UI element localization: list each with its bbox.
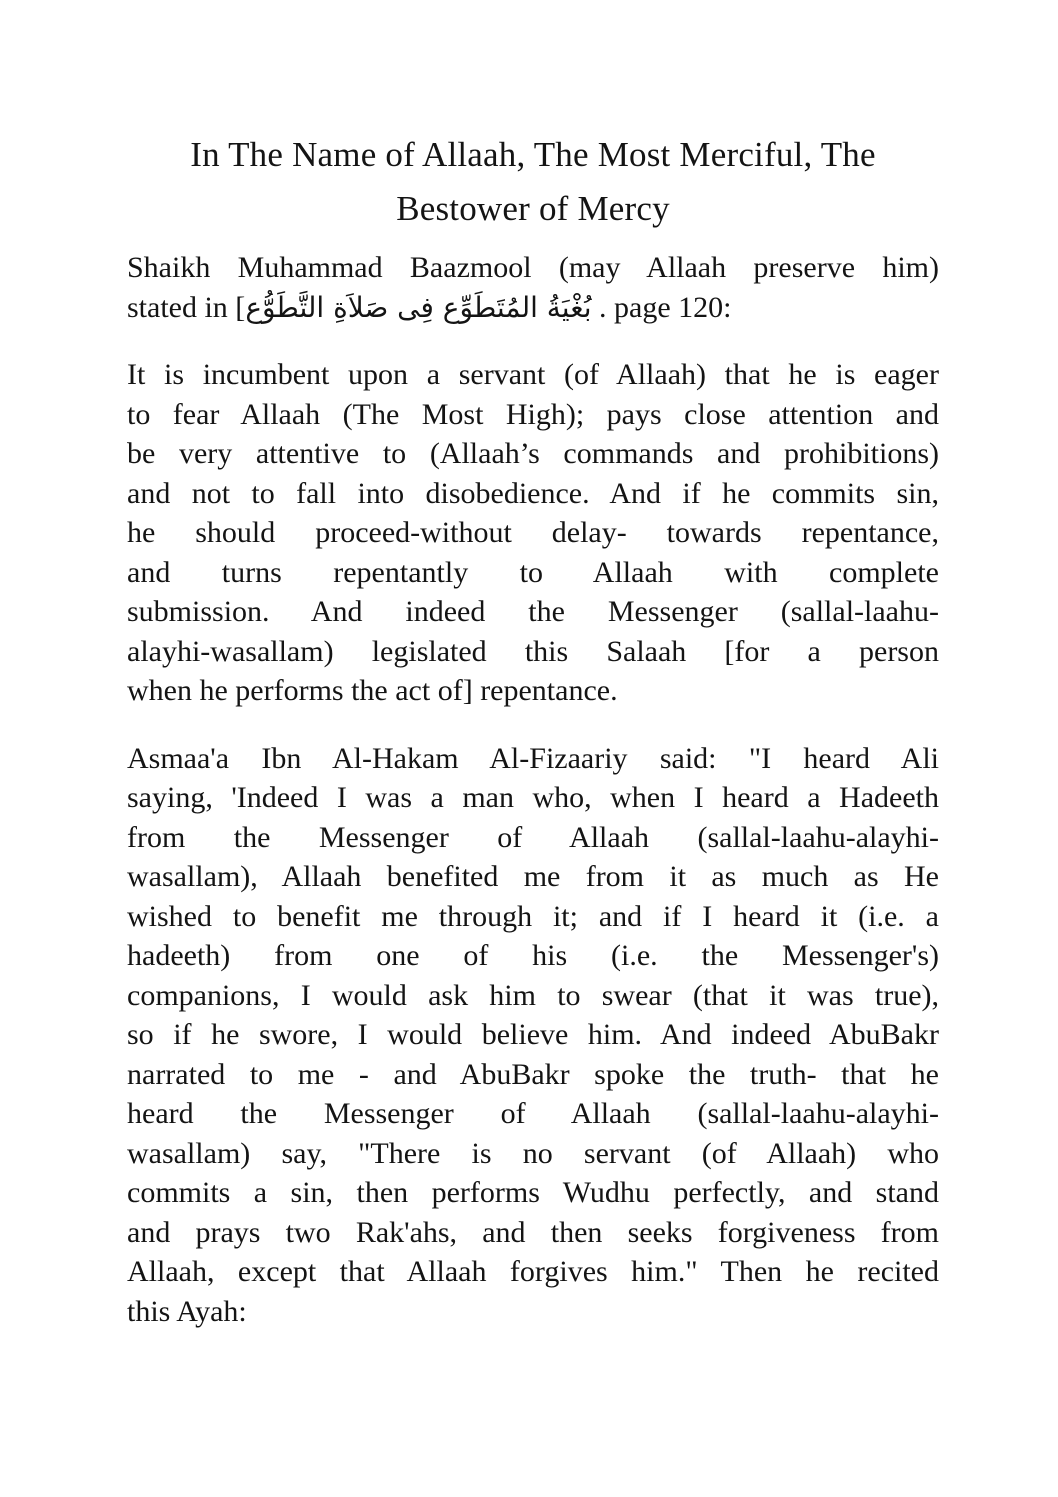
text-line: to fear Allaah (The Most High); pays close attention and	[127, 397, 939, 431]
title-line-2: Bestower of Mercy	[396, 189, 670, 228]
document-title	[127, 0, 939, 236]
text-line: wished to benefit me through it; and if I heard it (i.e. a	[127, 899, 939, 933]
text-line: Allaah, except that Allaah forgives him." Then he recited	[127, 1255, 939, 1288]
text-line: and prays two Rak'ahs, and then seeks forgiveness from	[127, 1215, 939, 1249]
document-body	[127, 248, 939, 1331]
arabic-book-title: بُغْيَةُ المُتَطَوِّع فِى صَلاَةِ التَّطَوُّع	[245, 290, 592, 324]
text-line: commits a sin, then performs Wudhu perfectly, and stand	[127, 1176, 939, 1209]
text-line: submission. And indeed the Messenger (sallal-laahu-	[127, 595, 939, 628]
text-line: so if he swore, I would believe him. And indeed AbuBakr	[127, 1018, 939, 1051]
text-line: be very attentive to (Allaah’s commands and prohibitions)	[127, 437, 939, 470]
text-line: and not to fall into disobedience. And if he commits sin,	[127, 476, 939, 510]
text-line: Asmaa'a Ibn Al-Hakam Al-Fizaariy said: "I heard Ali	[127, 741, 939, 775]
text-line: wasallam), Allaah benefited me from it as much as He	[127, 860, 939, 893]
text-line: saying, 'Indeed I was a man who, when I heard a Hadeeth	[127, 781, 939, 814]
text-line: It is incumbent upon a servant (of Allaah) that he is eager	[127, 358, 939, 391]
paragraph-asmaa-narration	[127, 739, 939, 1332]
text-segment: stated in [	[127, 290, 246, 324]
text-line: narrated to me - and AbuBakr spoke the truth- that he	[127, 1057, 939, 1091]
title-line-1: In The Name of Allaah, The Most Merciful, The	[190, 135, 876, 174]
text-segment: . page 120:	[591, 290, 732, 324]
text-line: this Ayah:	[127, 1294, 247, 1328]
text-line: he should proceed-without delay- towards repentance,	[127, 516, 939, 549]
text-line: Shaikh Muhammad Baazmool (may Allaah preserve him)	[127, 251, 939, 284]
text-line: when he performs the act of] repentance.	[127, 674, 618, 707]
text-line	[127, 288, 939, 328]
paragraph-incumbent-upon-servant	[127, 355, 939, 711]
text-line: alayhi-wasallam) legislated this Salaah [for a person	[127, 634, 939, 668]
text-line: heard the Messenger of Allaah (sallal-laahu-alayhi-	[127, 1097, 939, 1130]
paragraph-intro	[127, 248, 939, 327]
text-line: hadeeth) from one of his (i.e. the Messenger's)	[127, 939, 939, 972]
text-line: companions, I would ask him to swear (that it was true),	[127, 978, 939, 1012]
text-line: and turns repentantly to Allaah with complete	[127, 555, 939, 589]
text-line: from the Messenger of Allaah (sallal-laahu-alayhi-	[127, 820, 939, 854]
text-line: wasallam) say, "There is no servant (of Allaah) who	[127, 1136, 939, 1170]
